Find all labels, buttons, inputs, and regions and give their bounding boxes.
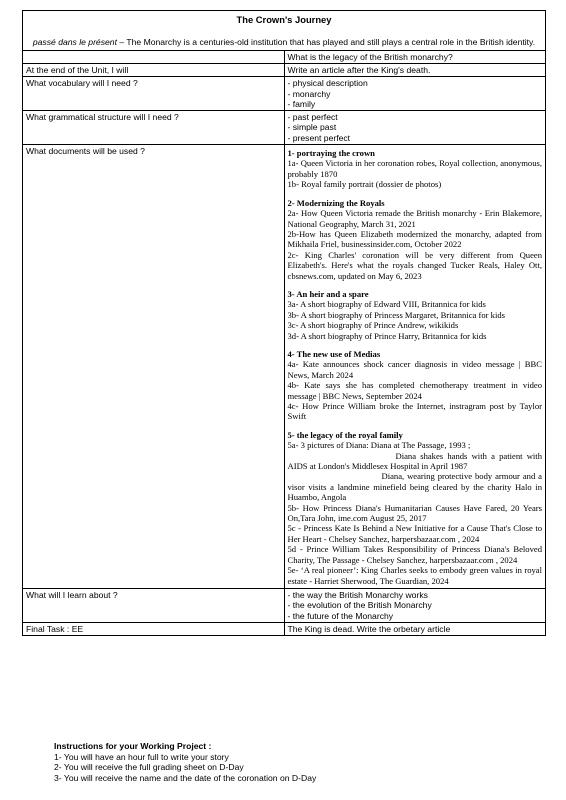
title-row: [23, 11, 546, 51]
doc-section-heading: 5- the legacy of the royal family: [287, 429, 403, 440]
doc-item: 5b- How Princess Diana's Humanitarian Causes Have Fared, 20 Years On,Tara John, ime.com August 25, 2017: [287, 502, 542, 524]
list-item: - the way the British Monarchy works: [287, 589, 428, 600]
list-item: - simple past: [287, 122, 337, 133]
doc-section-heading: 4- The new use of Medias: [287, 348, 381, 359]
intro-text: [31, 37, 537, 47]
grammar-row: [23, 111, 546, 145]
instruction-item: 1- You will have an hour full to write your story: [54, 751, 229, 762]
final-value: The King is dead. Write the orbetary article: [284, 622, 546, 635]
doc-item: 3b- A short biography of Princess Margaret, Britannica for kids: [287, 309, 506, 320]
doc-section-heading: 2- Modernizing the Royals: [287, 197, 385, 208]
problematic-question: What is the legacy of the British monarchy?: [284, 50, 546, 63]
doc-item: 4c- How Prince William broke the Internet, instragram post by Taylor Swift: [287, 401, 542, 422]
doc-item: 5a- 3 pictures of Diana: Diana at The Passage, 1993 ;: [287, 440, 471, 451]
list-item: - monarchy: [287, 88, 331, 99]
doc-section: [288, 430, 543, 586]
doc-section: [288, 198, 543, 281]
doc-item: 1a- Queen Victoria in her coronation robes, Royal collection, anonymous, probably 1870: [287, 158, 542, 179]
list-item: - the evolution of the British Monarchy: [287, 600, 432, 611]
instruction-item: 2- You will receive the full grading sheet on D-Day: [54, 762, 244, 773]
list-item: - the future of the Monarchy: [287, 610, 394, 621]
question-row: [23, 50, 546, 63]
doc-item: 2a- How Queen Victoria remade the British monarchy - Erin Blakemore, National Geography, March 31, 2021: [287, 208, 542, 229]
doc-item: 3c- A short biography of Prince Andrew, wikikids: [287, 320, 459, 331]
learn-cell: [284, 588, 546, 622]
doc-item: 4b- Kate says she has completed chemotherapy treatment in video message | BBC News, September 2024: [287, 380, 542, 401]
learn-label: What will I learn about ?: [23, 588, 285, 622]
doc-section: [288, 289, 543, 341]
doc-item: 2b-How has Queen Elizabeth modernized the monarchy, adapted from Mikhaila Friel, businessinsider.com, October 2022: [287, 228, 542, 250]
docs-row: [23, 145, 546, 589]
doc-section-heading: 3- An heir and a spare: [287, 288, 369, 299]
question-empty-cell: [23, 50, 285, 63]
list-item: - past perfect: [287, 112, 338, 123]
doc-section: [288, 148, 543, 190]
list-item: - physical description: [287, 78, 368, 89]
instructions-block: [54, 741, 316, 783]
vocab-label: What vocabulary will I need ?: [23, 77, 285, 111]
instructions-heading: Instructions for your Working Project :: [54, 741, 212, 751]
doc-item: 5e- ‘A real pioneer’: King Charles seeks to embody green values in royal estate - Harriet Sherwood, The Guardian, 2024: [287, 565, 542, 586]
doc-item: 4a- Kate announces shock cancer diagnosis in video message | BBC News, March 2024: [287, 359, 542, 380]
end-row: [23, 64, 546, 77]
intro-body: – The Monarchy is a centuries-old institution that has played and still plays a central role in the British identity.: [116, 37, 536, 48]
doc-item: 1b- Royal family portrait (dossier de photos): [287, 179, 442, 190]
end-value: Write an article after the King's death.: [284, 64, 546, 77]
grammar-label: What grammatical structure will I need ?: [23, 111, 285, 145]
documents-cell: [284, 145, 546, 589]
instruction-item: 3- You will receive the name and the date of the coronation on D-Day: [54, 772, 317, 783]
page-title: The Crown's Journey: [236, 14, 332, 25]
doc-section: [288, 349, 543, 422]
intro-italic: passé dans le présent: [32, 37, 117, 48]
doc-item: 3d- A short biography of Prince Harry, Britannica for kids: [287, 330, 487, 341]
doc-item: Diana shakes hands with a patient with AIDS at London's Middlesex Hospital in April 1987: [287, 450, 542, 472]
doc-item: 5d - Prince William Takes Responsibility of Princess Diana's Beloved Charity, The Passage - Chelsey Sanchez, harpersbazaar.com , 2024: [287, 544, 542, 565]
vocab-row: [23, 77, 546, 111]
doc-item: 3a- A short biography of Edward VIII, Britannica for kids: [287, 299, 486, 310]
final-label: Final Task : EE: [23, 622, 285, 635]
unit-sheet: [22, 10, 546, 636]
vocab-cell: [284, 77, 546, 111]
end-label: At the end of the Unit, I will: [23, 64, 285, 77]
grammar-cell: [284, 111, 546, 145]
doc-item: 2c- King Charles' coronation will be very different from Queen Elizabeth's. Here's what the royals changed Tucker Reals, Haley Ott, cbsnews.com, updated on May 6, 2023: [287, 249, 542, 281]
doc-section-heading: 1- portraying the crown: [287, 148, 375, 159]
doc-item: 5c - Princess Kate Is Behind a New Initiative for a Cause That's Close to Her Heart - Chelsey Sanchez, harpersbazaar.com , 2024: [287, 523, 542, 544]
list-item: - family: [287, 98, 316, 109]
final-row: [23, 622, 546, 635]
unit-table: [22, 10, 546, 636]
docs-label: What documents will be used ?: [23, 145, 285, 589]
list-item: - present perfect: [287, 132, 351, 143]
doc-item: Diana, wearing protective body armour and a visor visits a landmine minefield being cleared by the charity Halo in Huambo, Angola: [287, 471, 542, 503]
learn-row: [23, 588, 546, 622]
title-cell: [23, 11, 546, 51]
